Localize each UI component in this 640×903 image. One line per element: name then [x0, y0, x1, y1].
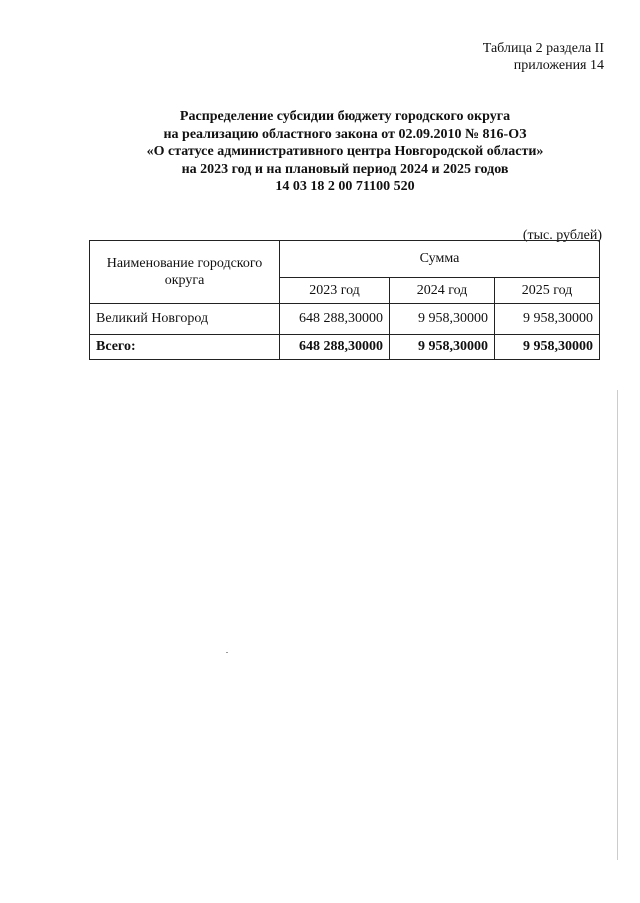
title-line-4: на 2023 год и на плановый период 2024 и 2025 годов [181, 161, 509, 177]
row-value-2024: 9 958,30000 [390, 304, 495, 335]
title-line-2: на реализацию областного закона от 02.09.2010 № 816-ОЗ [163, 126, 527, 142]
total-label: Всего: [90, 335, 280, 360]
title-line-5-budget-code: 14 03 18 2 00 71100 520 [275, 179, 415, 194]
total-value-2024: 9 958,30000 [390, 335, 495, 360]
total-value-2025: 9 958,30000 [495, 335, 600, 360]
total-value-2023: 648 288,30000 [280, 335, 390, 360]
title-line-3: «О статусе административного центра Новгородской области» [146, 144, 544, 159]
scan-speck [226, 652, 228, 653]
annex-line-table: Таблица 2 раздела II [482, 41, 604, 56]
annex-line-appendix: приложения 14 [513, 58, 604, 73]
table-header-row [90, 241, 600, 278]
table-row [90, 304, 600, 335]
header-year-2024: 2024 год [390, 278, 495, 304]
annex-reference [483, 40, 604, 74]
subsidy-table [89, 240, 600, 360]
scan-edge-line [617, 390, 618, 860]
row-value-2025: 9 958,30000 [495, 304, 600, 335]
header-year-2025: 2025 год [495, 278, 600, 304]
header-sum: Сумма [280, 241, 600, 278]
row-name: Великий Новгород [90, 304, 280, 335]
header-year-2023: 2023 год [280, 278, 390, 304]
table-total-row [90, 335, 600, 360]
row-value-2023: 648 288,30000 [280, 304, 390, 335]
header-name: Наименование городского округа [90, 241, 280, 304]
units-label: (тыс. рублей) [522, 228, 602, 243]
document-title [90, 108, 600, 196]
title-line-1: Распределение субсидии бюджету городского округа [179, 109, 511, 124]
